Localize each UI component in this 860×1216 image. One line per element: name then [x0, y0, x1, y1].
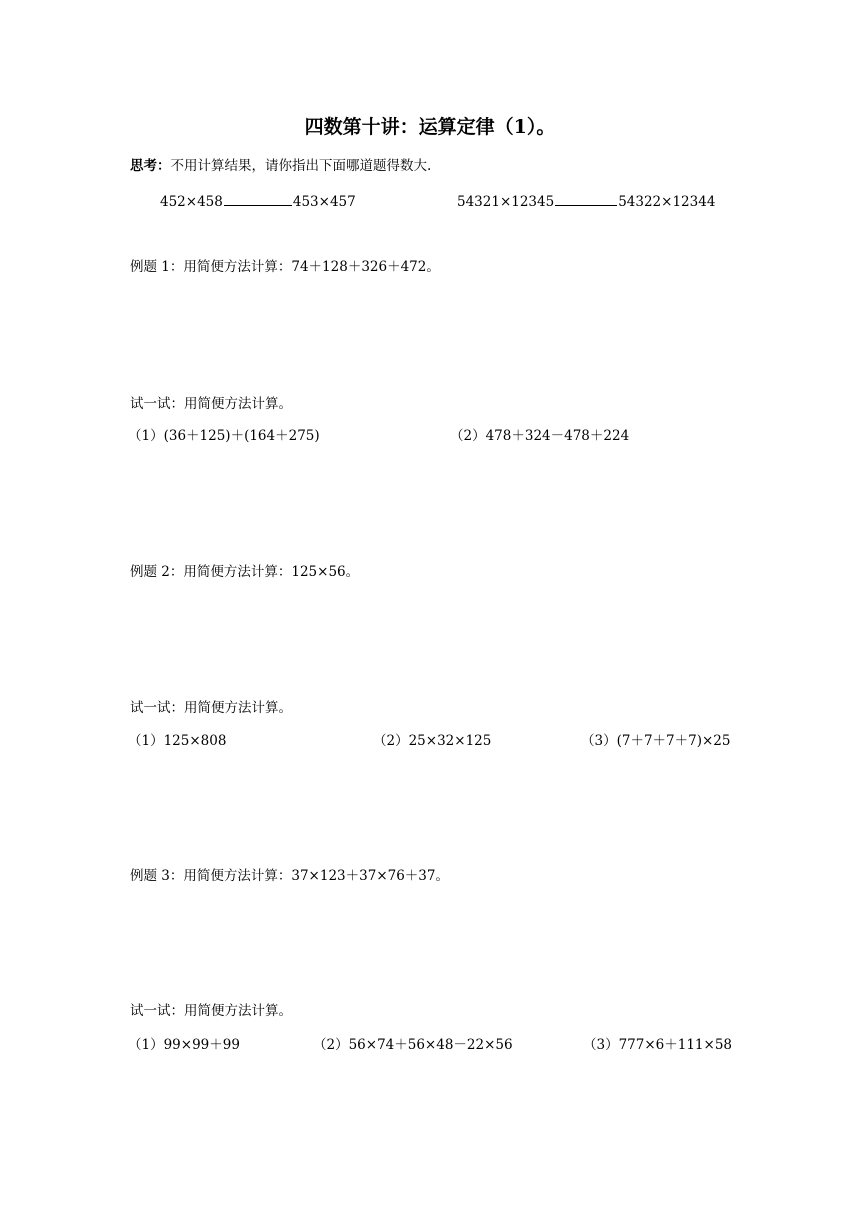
- compare-2-left: 54321×12345: [457, 194, 555, 210]
- try-2-item-1: （1）125×808: [128, 733, 227, 749]
- page-title: 四数第十讲：运算定律（1）。: [304, 116, 556, 138]
- think-label: 思考：: [130, 158, 171, 174]
- answer-blank-2[interactable]: [555, 193, 617, 206]
- try-2-heading: 试一试：用简便方法计算。: [130, 700, 292, 716]
- try-2-item-2: （2）25×32×125: [373, 733, 492, 749]
- try-3-heading: 试一试：用简便方法计算。: [130, 1003, 292, 1019]
- try-3-item-2: （2）56×74＋56×48－22×56: [313, 1037, 513, 1053]
- example-1: 例题 1：用简便方法计算：74＋128＋326＋472。: [130, 259, 440, 275]
- compare-1-left: 452×458: [160, 194, 223, 210]
- try-3-item-3: （3）777×6＋111×58: [583, 1037, 733, 1053]
- example-3: 例题 3：用简便方法计算：37×123＋37×76＋37。: [130, 868, 449, 884]
- example-2: 例题 2：用简便方法计算：125×56。: [130, 564, 360, 580]
- think-prompt: [130, 160, 431, 174]
- compare-1: [160, 193, 356, 210]
- try-1-heading: 试一试：用简便方法计算。: [130, 396, 292, 412]
- compare-1-right: 453×457: [292, 194, 356, 210]
- try-3-item-1: （1）99×99＋99: [128, 1037, 240, 1053]
- try-2-item-3: （3）(7＋7＋7＋7)×25: [581, 733, 731, 749]
- think-text: 不用计算结果，请你指出下面哪道题得数大.: [170, 158, 432, 174]
- answer-blank-1[interactable]: [224, 193, 292, 206]
- try-1-item-2: （2）478＋324－478＋224: [450, 428, 630, 444]
- compare-2-right: 54322×12344: [618, 194, 716, 210]
- compare-2: [457, 193, 715, 210]
- try-1-item-1: （1）(36＋125)＋(164＋275): [128, 428, 320, 444]
